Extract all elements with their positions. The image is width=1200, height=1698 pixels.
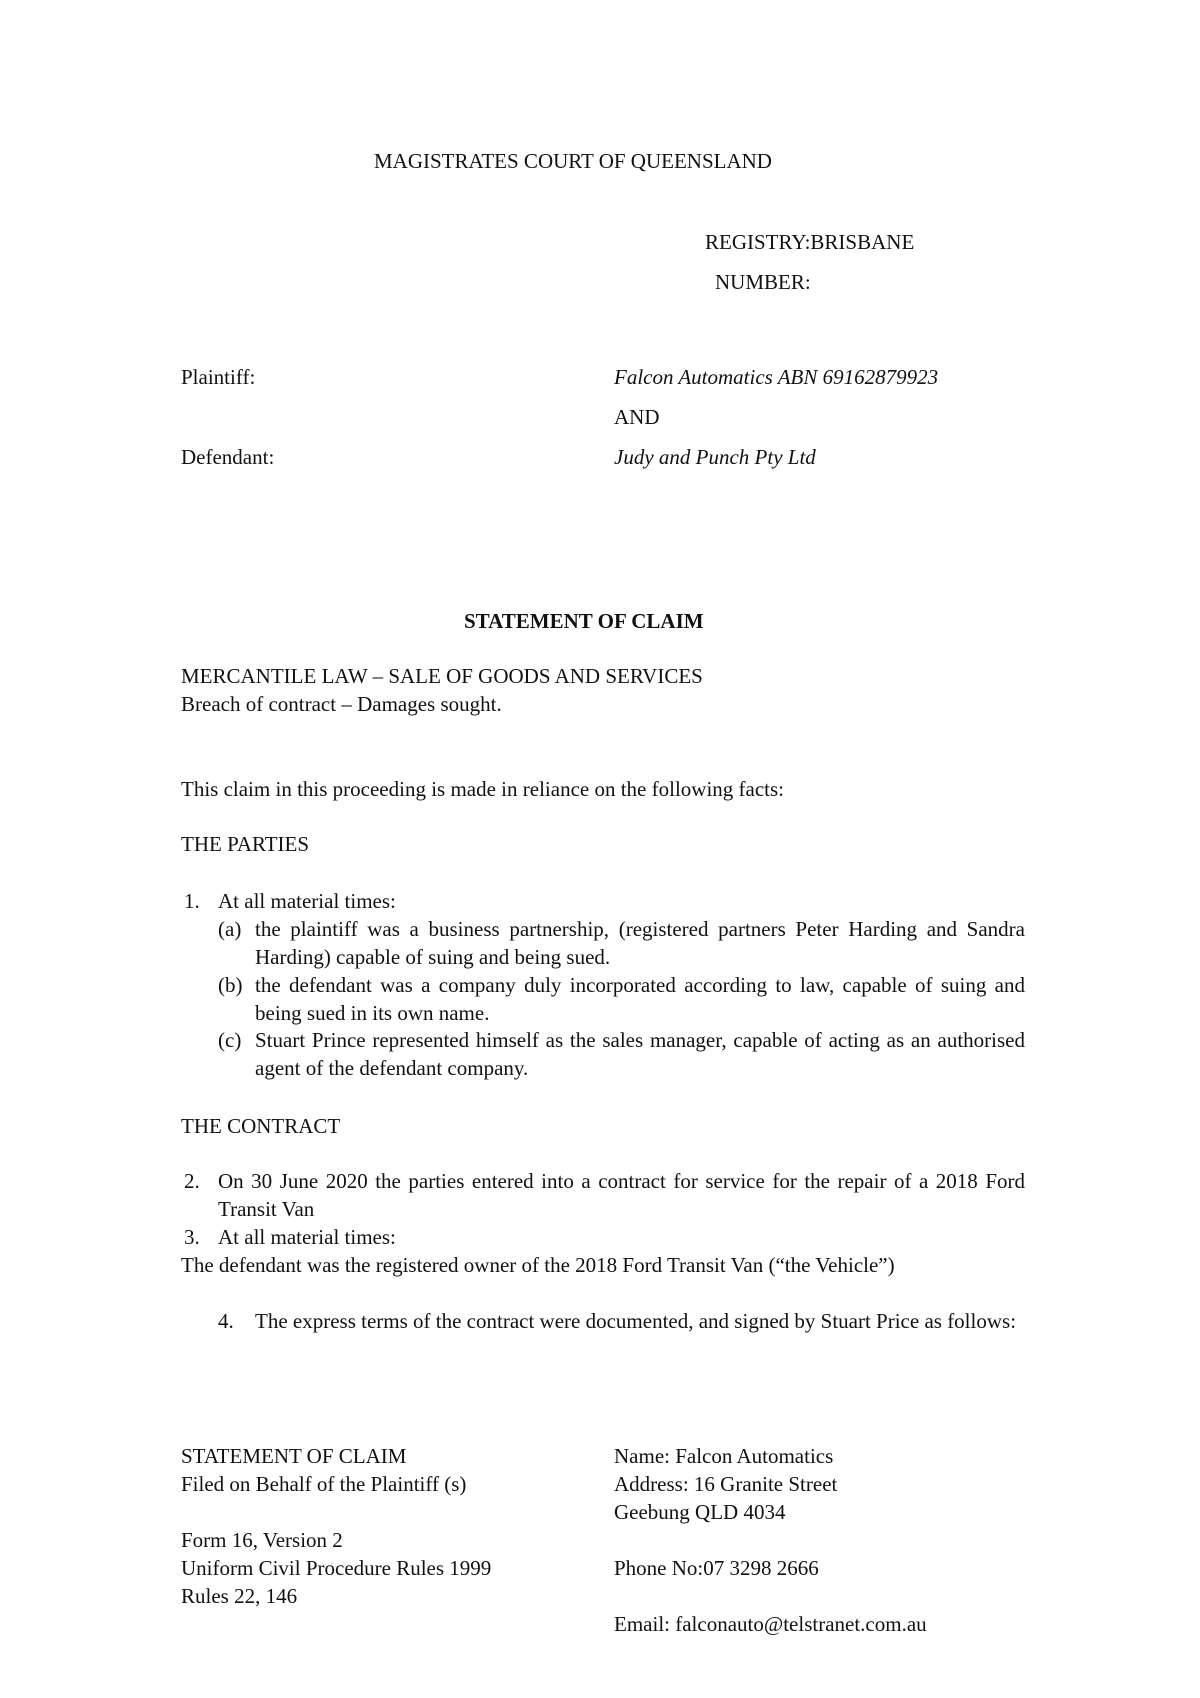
item-2-number: 2. (184, 1169, 200, 1193)
subitem-c-text: Stuart Prince represented himself as the sales manager, capable of acting as an authorised agent of the defendant company. (255, 1028, 1025, 1080)
court-name: MAGISTRATES COURT OF QUEENSLAND (374, 149, 772, 173)
footer-address-line-1: Address: 16 Granite Street (614, 1472, 838, 1496)
footer-ucpr: Uniform Civil Procedure Rules 1999 (181, 1556, 492, 1580)
item-3-detail: The defendant was the registered owner of the 2018 Ford Transit Van (“the Vehicle”) (181, 1253, 895, 1277)
footer-party-name: Name: Falcon Automatics (614, 1444, 834, 1468)
document-title: STATEMENT OF CLAIM (464, 609, 704, 633)
defendant-name: Judy and Punch Pty Ltd (614, 445, 816, 469)
subject-line-1: MERCANTILE LAW – SALE OF GOODS AND SERVICES (181, 664, 703, 688)
footer-filed-on-behalf: Filed on Behalf of the Plaintiff (s) (181, 1472, 467, 1496)
footer-doc-type: STATEMENT OF CLAIM (181, 1444, 407, 1468)
subitem-b-text: the defendant was a company duly incorporated according to law, capable of suing and being sued in its own name. (255, 973, 1025, 1025)
subject-line-2: Breach of contract – Damages sought. (181, 692, 502, 716)
item-2-text: On 30 June 2020 the parties entered into a contract for service for the repair of a 2018 Ford Transit Van (218, 1169, 1025, 1221)
subitem-c-label: (c) (218, 1028, 242, 1052)
subitem-b-label: (b) (218, 973, 243, 997)
item-1-text: At all material times: (218, 889, 396, 913)
section-heading-parties: THE PARTIES (181, 832, 310, 856)
item-3-number: 3. (184, 1225, 200, 1249)
defendant-label: Defendant: (181, 445, 275, 469)
footer-rules: Rules 22, 146 (181, 1584, 298, 1608)
footer-phone: Phone No:07 3298 2666 (614, 1556, 819, 1580)
footer-email: Email: falconauto@telstranet.com.au (614, 1612, 927, 1636)
item-3-text: At all material times: (218, 1225, 396, 1249)
case-number-label: NUMBER: (715, 270, 811, 294)
subitem-a-text: the plaintiff was a business partnership, (registered partners Peter Harding and Sandra Harding) capable of suing and being sued. (255, 917, 1025, 969)
item-4-text: The express terms of the contract were documented, and signed by Stuart Price as follows: (255, 1309, 1017, 1333)
plaintiff-name: Falcon Automatics ABN 69162879923 (614, 365, 939, 389)
item-1-number: 1. (184, 889, 200, 913)
intro-text: This claim in this proceeding is made in reliance on the following facts: (181, 777, 785, 801)
subitem-a-label: (a) (218, 917, 242, 941)
plaintiff-label: Plaintiff: (181, 365, 256, 389)
footer-form-version: Form 16, Version 2 (181, 1528, 343, 1552)
registry: REGISTRY:BRISBANE (705, 230, 915, 254)
footer-address-line-2: Geebung QLD 4034 (614, 1500, 786, 1524)
section-heading-contract: THE CONTRACT (181, 1114, 341, 1138)
item-4-number: 4. (218, 1309, 234, 1333)
and-separator: AND (614, 405, 660, 429)
